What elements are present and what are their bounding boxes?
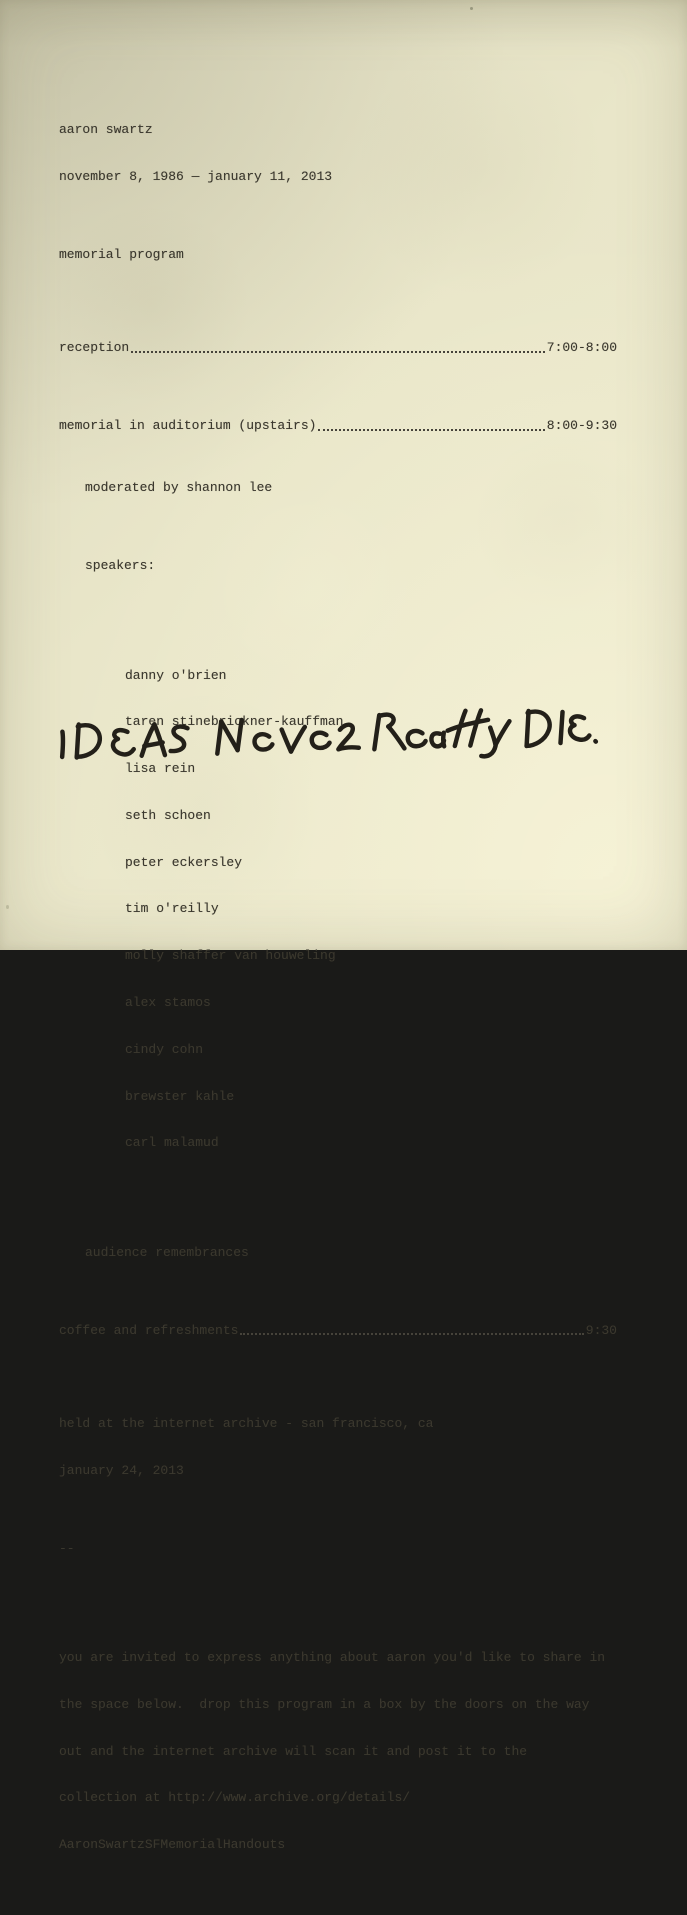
schedule-time: 7:00-8:00 bbox=[546, 340, 617, 356]
speaker-name: lisa rein bbox=[125, 761, 196, 777]
speaker-name: alex stamos bbox=[125, 995, 211, 1011]
speaker-name: cindy cohn bbox=[125, 1041, 204, 1057]
speaker-name: tim o'reilly bbox=[125, 901, 219, 917]
schedule-label: reception bbox=[59, 340, 130, 356]
paper-speck bbox=[470, 7, 473, 10]
invitation-line: AaronSwartzSFMemorialHandouts bbox=[59, 1837, 286, 1853]
schedule-label: memorial in auditorium (upstairs) bbox=[59, 418, 317, 434]
dot-leader bbox=[240, 1333, 583, 1335]
schedule-label: coffee and refreshments bbox=[59, 1322, 239, 1338]
invitation-line: out and the internet archive will scan it and post it to the bbox=[59, 1743, 528, 1759]
invitation-line: the space below. drop this program in a box by the doors on the way bbox=[59, 1696, 590, 1712]
dot-leader bbox=[131, 351, 545, 353]
event-date: january 24, 2013 bbox=[59, 1462, 184, 1478]
speakers-heading: speakers: bbox=[85, 558, 156, 574]
deceased-name: aaron swartz bbox=[59, 121, 153, 137]
speaker-name: carl malamud bbox=[125, 1135, 219, 1151]
schedule-time: 8:00-9:30 bbox=[546, 418, 617, 434]
speaker-name: danny o'brien bbox=[125, 667, 227, 683]
speaker-name: taren stinebrickner-kauffman bbox=[125, 714, 344, 730]
moderator-note: moderated by shannon lee bbox=[85, 480, 273, 496]
schedule-row-memorial bbox=[59, 418, 617, 434]
schedule-row-reception bbox=[59, 340, 617, 356]
dot-leader bbox=[318, 429, 544, 431]
handwritten-note bbox=[51, 692, 601, 781]
speaker-name: seth schoen bbox=[125, 807, 211, 823]
invitation-paragraph bbox=[59, 1619, 617, 1884]
speaker-name: peter eckersley bbox=[125, 854, 243, 870]
speaker-name: brewster kahle bbox=[125, 1088, 235, 1104]
life-dates: november 8, 1986 — january 11, 2013 bbox=[59, 168, 333, 184]
audience-note: audience remembrances bbox=[85, 1244, 249, 1260]
paper-speck bbox=[6, 905, 9, 909]
schedule-time: 9:30 bbox=[585, 1322, 617, 1338]
typewritten-content bbox=[59, 75, 617, 1915]
program-title: memorial program bbox=[59, 246, 184, 262]
separator-dashes: -- bbox=[59, 1540, 75, 1556]
speaker-name: molly shaffer van houweling bbox=[125, 948, 336, 964]
handwritten-note-strokes bbox=[51, 692, 601, 781]
invitation-line: collection at http://www.archive.org/details/ bbox=[59, 1790, 411, 1806]
schedule-row-coffee bbox=[59, 1323, 617, 1339]
venue-line: held at the internet archive - san francisco, ca bbox=[59, 1416, 434, 1432]
invitation-line: you are invited to express anything about aaron you'd like to share in bbox=[59, 1649, 606, 1665]
